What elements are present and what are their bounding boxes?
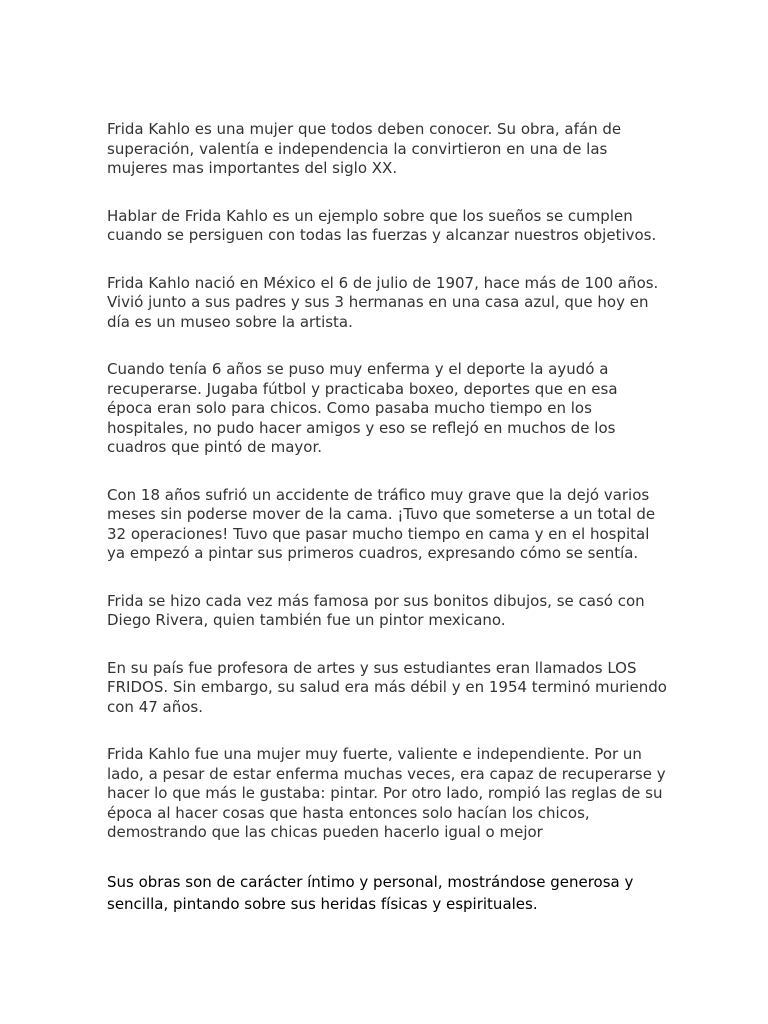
paragraph-accident: Con 18 años sufrió un accidente de tráfico muy grave que la dejó varios meses sin poderse mover de la cama. ¡Tuvo que someterse a un total de 32 operaciones! Tuvo que pasar mucho tiempo en cama y en el hospital ya empezó a pintar sus primeros cuadros, expresando cómo se sentía. [107, 485, 656, 562]
paragraph-birth: Frida Kahlo nació en México el 6 de julio de 1907, hace más de 100 años. Vivió junto a sus padres y sus 3 hermanas en una casa azul, que hoy en día es un museo sobre la artista. [107, 273, 659, 331]
paragraph-dreams: Hablar de Frida Kahlo es un ejemplo sobre que los sueños se cumplen cuando se persiguen con todas las fuerzas y alcanzar nuestros objetivos. [107, 206, 657, 244]
paragraph-teaching: En su país fue profesora de artes y sus estudiantes eran llamados LOS FRIDOS. Sin embargo, su salud era más débil y en 1954 terminó muriendo con 47 años. [107, 658, 667, 716]
paragraph-character: Frida Kahlo fue una mujer muy fuerte, valiente e independiente. Por un lado, a pesar de estar enferma muchas veces, era capaz de recuperarse y hacer lo que más le gustaba: pintar. Por otro lado, rompió las reglas de su época al hacer cosas que hasta entonces solo hacían los chicos, demostrando que las chicas pueden hacerlo igual o mejor [107, 745, 666, 841]
paragraph-childhood: Cuando tenía 6 años se puso muy enferma y el deporte la ayudó a recuperarse. Jugaba fútbol y practicaba boxeo, deportes que en esa época eran solo para chicos. Como pasaba mucho tiempo en los hospitales, no pudo hacer amigos y eso se reflejó en muchos de los cuadros que pintó de mayor. [107, 360, 618, 456]
paragraph-fame: Frida se hizo cada vez más famosa por sus bonitos dibujos, se casó con Diego Rivera, quien también fue un pintor mexicano. [107, 591, 645, 629]
paragraph-works: Sus obras son de carácter íntimo y personal, mostrándose generosa y sencilla, pintando sobre sus heridas físicas y espirituales. [107, 872, 634, 913]
document-body [107, 120, 667, 943]
paragraph-intro: Frida Kahlo es una mujer que todos deben conocer. Su obra, afán de superación, valentía e independencia la convirtieron en una de las mujeres mas importantes del siglo XX. [107, 120, 622, 177]
